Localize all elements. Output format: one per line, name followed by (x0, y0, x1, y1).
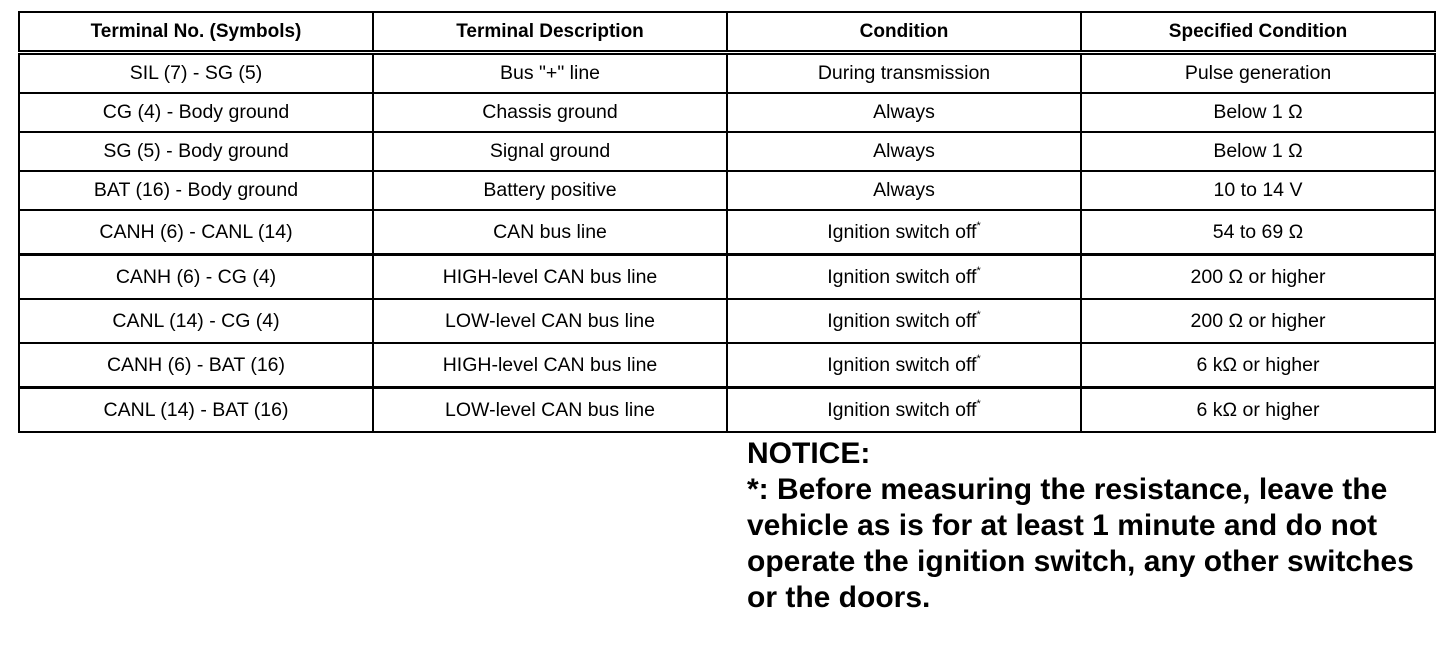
condition-mark: * (976, 219, 981, 232)
table-row (19, 53, 1435, 94)
cell-description: Signal ground (373, 132, 727, 171)
condition-text: Always (873, 101, 935, 123)
cell-description: HIGH-level CAN bus line (373, 343, 727, 388)
cell-description: Bus "+" line (373, 53, 727, 94)
condition-text: During transmission (817, 62, 991, 84)
header-terminal: Terminal No. (Symbols) (19, 12, 373, 53)
cell-condition (727, 299, 1081, 343)
cell-description: HIGH-level CAN bus line (373, 255, 727, 300)
cell-specified: Pulse generation (1081, 53, 1435, 94)
condition-mark: * (976, 264, 981, 277)
condition-text: Ignition switch off (827, 398, 977, 421)
notice-line: operate the ignition switch, any other switches (747, 545, 1414, 578)
table-header-row (19, 12, 1435, 53)
notice-line: or the doors. (747, 581, 931, 614)
table-row (19, 299, 1435, 343)
table-row (19, 132, 1435, 171)
cell-terminal: CG (4) - Body ground (19, 93, 373, 132)
cell-specified: 200 Ω or higher (1081, 255, 1435, 300)
cell-specified: 6 kΩ or higher (1081, 343, 1435, 388)
cell-terminal: CANL (14) - CG (4) (19, 299, 373, 343)
header-specified: Specified Condition (1081, 12, 1435, 53)
cell-condition (727, 343, 1081, 388)
condition-text: Ignition switch off (827, 265, 977, 288)
cell-condition (727, 388, 1081, 433)
cell-terminal: CANH (6) - CANL (14) (19, 210, 373, 255)
cell-description: CAN bus line (373, 210, 727, 255)
condition-mark: * (976, 397, 981, 410)
cell-specified: 54 to 69 Ω (1081, 210, 1435, 255)
table-row (19, 388, 1435, 433)
cell-condition (727, 132, 1081, 171)
header-description: Terminal Description (373, 12, 727, 53)
cell-terminal: CANH (6) - BAT (16) (19, 343, 373, 388)
condition-text: Always (873, 140, 935, 162)
cell-condition (727, 171, 1081, 210)
cell-condition (727, 53, 1081, 94)
cell-terminal: SIL (7) - SG (5) (19, 53, 373, 94)
table-row (19, 171, 1435, 210)
cell-condition (727, 210, 1081, 255)
condition-mark: * (976, 352, 981, 365)
condition-text: Ignition switch off (827, 353, 977, 376)
cell-terminal: BAT (16) - Body ground (19, 171, 373, 210)
cell-specified: Below 1 Ω (1081, 93, 1435, 132)
cell-description: Chassis ground (373, 93, 727, 132)
condition-text: Ignition switch off (827, 220, 977, 243)
table-row (19, 210, 1435, 255)
cell-specified: Below 1 Ω (1081, 132, 1435, 171)
cell-terminal: SG (5) - Body ground (19, 132, 373, 171)
cell-terminal: CANL (14) - BAT (16) (19, 388, 373, 433)
cell-condition (727, 93, 1081, 132)
condition-text: Ignition switch off (827, 309, 977, 332)
table-row (19, 255, 1435, 300)
condition-text: Always (873, 179, 935, 201)
notice-title: NOTICE: (747, 437, 871, 470)
header-condition: Condition (727, 12, 1081, 53)
notice-block (747, 436, 1447, 616)
table-row (19, 93, 1435, 132)
cell-condition (727, 255, 1081, 300)
cell-terminal: CANH (6) - CG (4) (19, 255, 373, 300)
cell-description: LOW-level CAN bus line (373, 299, 727, 343)
notice-line: vehicle as is for at least 1 minute and do not (747, 509, 1378, 542)
condition-mark: * (976, 308, 981, 321)
cell-specified: 10 to 14 V (1081, 171, 1435, 210)
cell-specified: 200 Ω or higher (1081, 299, 1435, 343)
terminal-table (18, 11, 1436, 433)
table-row (19, 343, 1435, 388)
cell-description: Battery positive (373, 171, 727, 210)
cell-specified: 6 kΩ or higher (1081, 388, 1435, 433)
notice-line: *: Before measuring the resistance, leave the (747, 473, 1388, 506)
cell-description: LOW-level CAN bus line (373, 388, 727, 433)
